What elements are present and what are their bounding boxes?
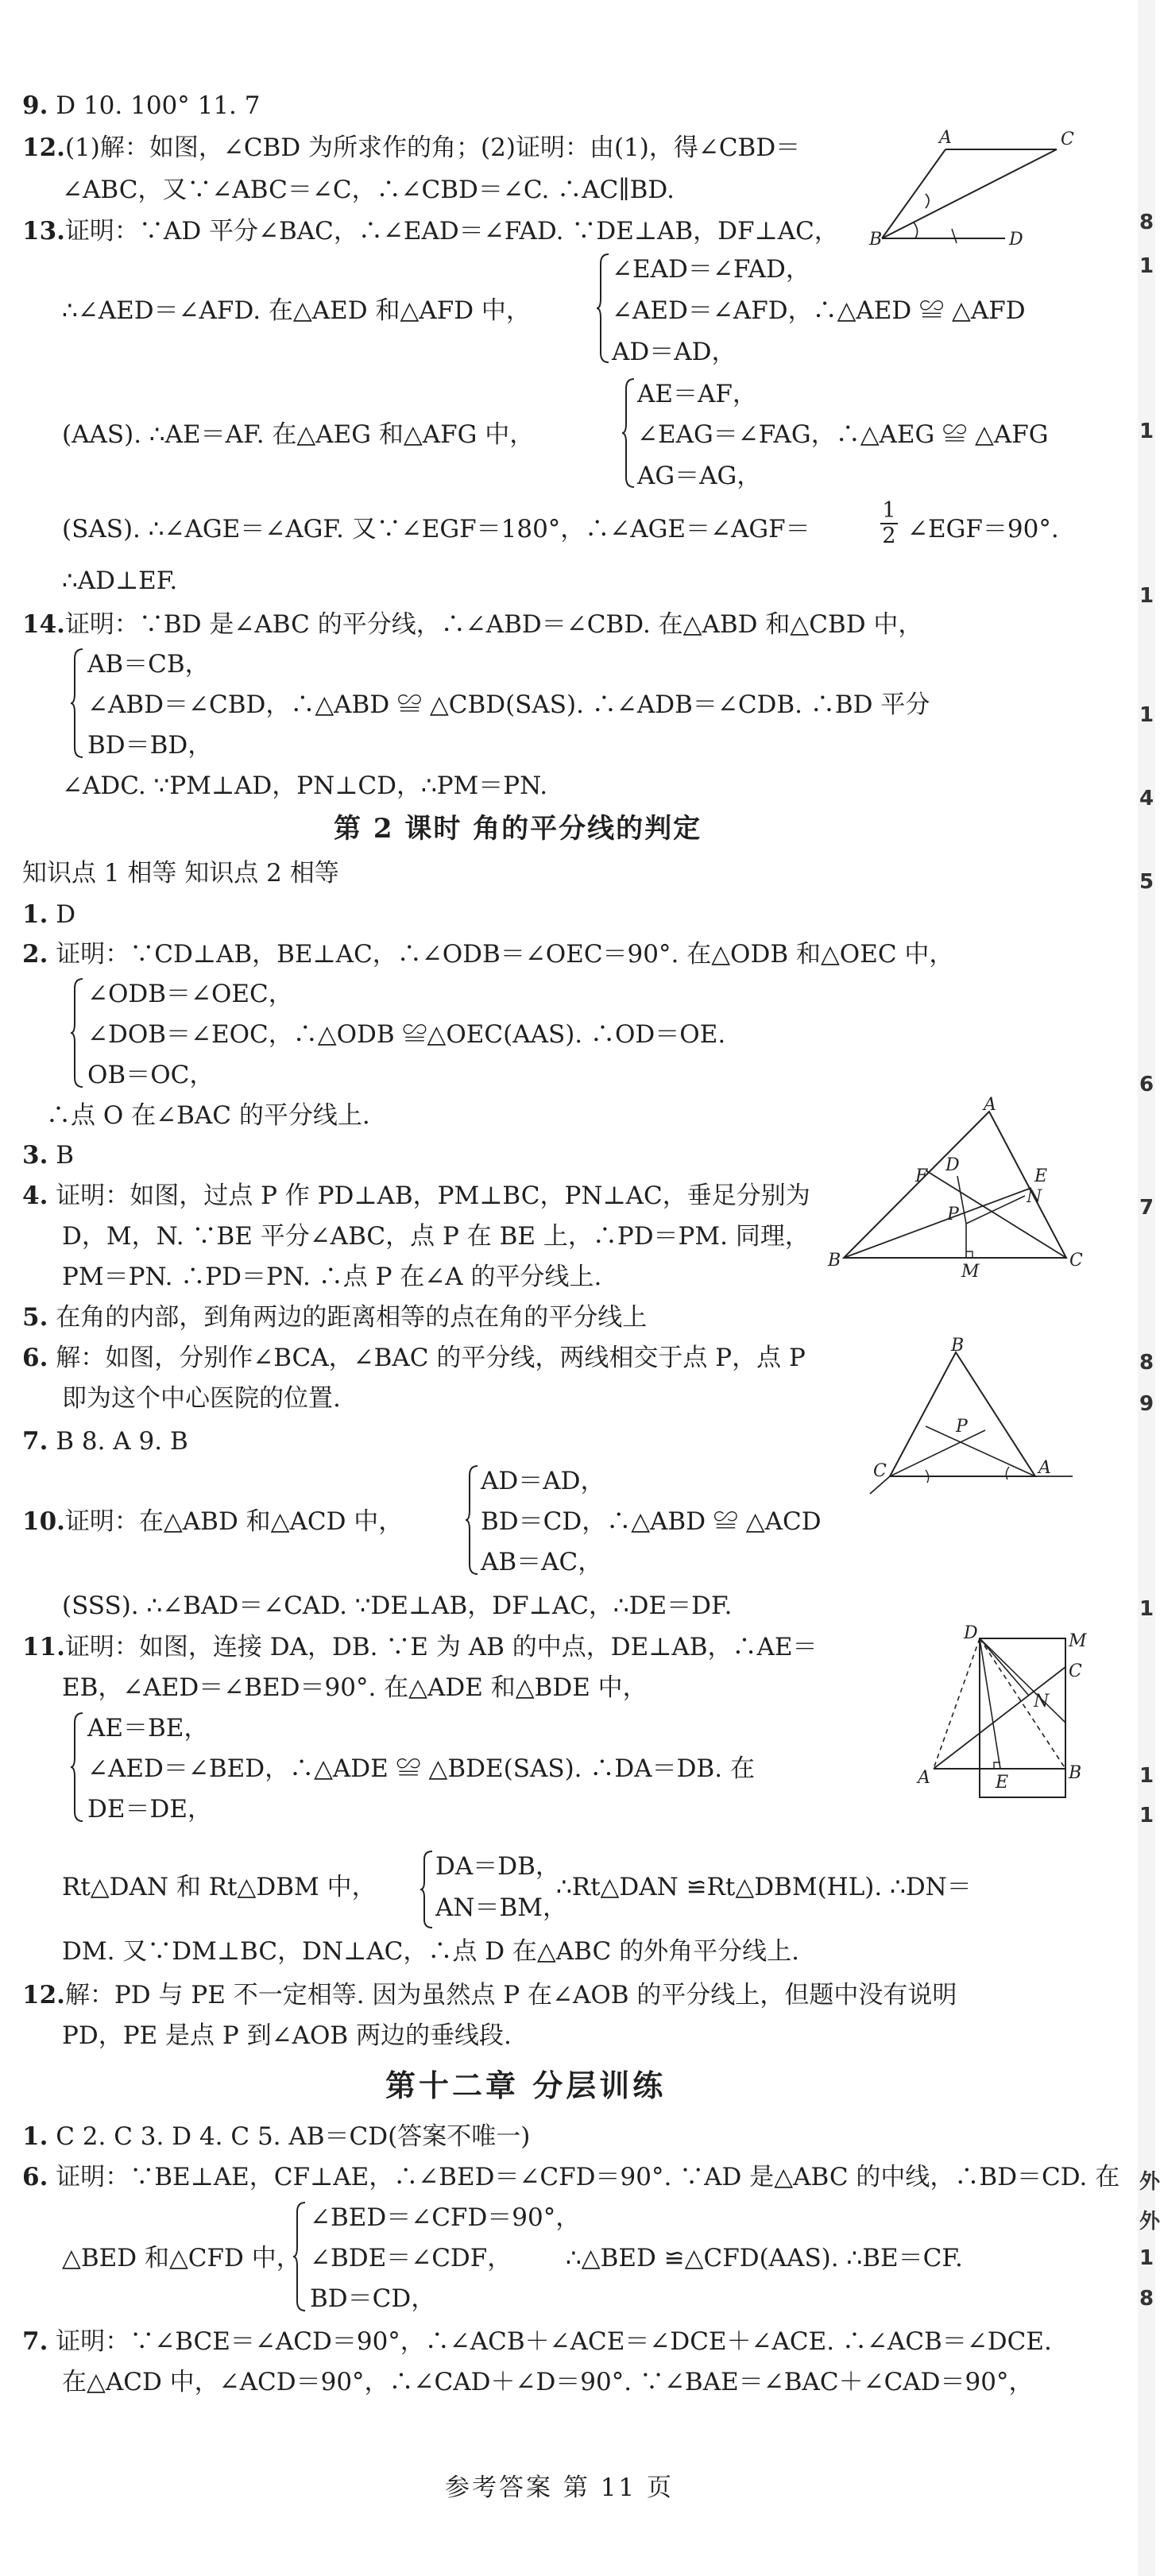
point-label: D	[945, 1155, 960, 1175]
answer-line: (SSS). ∴∠BAD＝∠CAD. ∵DE⊥AB，DF⊥AC，∴DE＝DF.	[62, 1592, 733, 1620]
answer-line: ∠ADC. ∵PM⊥AD，PN⊥CD，∴PM＝PN.	[62, 772, 548, 800]
answer-line: 6. 解：如图，分别作∠BCA，∠BAC 的平分线，两线相交于点 P，点 P	[22, 1344, 806, 1372]
answer-line: 5. 在角的内部，到角两边的距离相等的点在角的平分线上	[22, 1303, 648, 1332]
answer-line: 10.证明：在△ABD 和△ACD 中，	[22, 1507, 404, 1536]
answer-line: ∠BDE＝∠CDF，	[310, 2244, 512, 2272]
answer-line: PM＝PN. ∴PD＝PN. ∴点 P 在∠A 的平分线上.	[62, 1263, 602, 1291]
answer-line: 4. 证明：如图，过点 P 作 PD⊥AB，PM⊥BC，PN⊥AC，垂足分别为	[22, 1182, 810, 1210]
edge-glyph: 1	[1139, 1804, 1154, 1828]
answer-line: ∴Rt△DAN ≌Rt△DBM(HL). ∴DN＝	[556, 1873, 972, 1901]
point-label: C	[1069, 1251, 1083, 1271]
answer-line: ∴∠AED＝∠AFD. 在△AED 和△AFD 中，	[62, 296, 531, 325]
answer-line: ∠ABC，又∵∠ABC＝∠C，∴∠CBD＝∠C. ∴AC∥BD.	[62, 176, 675, 204]
answer-line: ∴点 O 在∠BAC 的平分线上.	[46, 1101, 370, 1130]
point-label: D	[964, 1623, 978, 1643]
point-label: M	[1069, 1631, 1087, 1651]
answer-line: ∠AED＝∠AFD，∴△AED ≌ △AFD	[612, 296, 1026, 325]
point-label: B	[828, 1251, 841, 1271]
answer-line: BD＝BD，	[87, 731, 213, 760]
point-label: P	[947, 1205, 959, 1224]
edge-glyph: 1	[1139, 2246, 1154, 2270]
answer-line: DA＝DB，	[435, 1852, 560, 1881]
fraction	[880, 499, 898, 548]
answer-line: 6. 证明：∵BE⊥AE，CF⊥AE，∴∠BED＝∠CFD＝90°. ∵AD 是△ABC 的中线，∴BD＝CD. 在	[22, 2163, 1120, 2191]
answer-line: 即为这个中心医院的位置.	[62, 1384, 341, 1413]
answer-line: D，M，N. ∵BE 平分∠ABC，点 P 在 BE 上，∴PD＝PM. 同理，	[62, 1222, 810, 1251]
answer-line: 9. D 10. 100° 11. 7	[22, 91, 261, 120]
answer-line: AD＝AD，	[481, 1467, 605, 1495]
answer-line: ∴△BED ≌△CFD(AAS). ∴BE＝CF.	[566, 2244, 963, 2272]
answer-line: 1. D	[22, 900, 76, 929]
answer-line: AE＝AF，	[637, 380, 757, 408]
point-label: B	[951, 1336, 965, 1356]
answer-line: DM. 又∵DM⊥BC，DN⊥AC，∴点 D 在△ABC 的外角平分线上.	[62, 1937, 799, 1966]
answer-line: EB，∠AED＝∠BED＝90°. 在△ADE 和△BDE 中，	[62, 1673, 648, 1702]
answer-line: 7. 证明：∵∠BCE＝∠ACD＝90°，∴∠ACB＋∠ACE＝∠DCE＋∠ACE. ∴∠ACB＝∠DCE.	[22, 2327, 1052, 2356]
answer-line: △BED 和△CFD 中，	[62, 2244, 301, 2272]
point-label: F	[915, 1166, 928, 1186]
fraction-denominator: 2	[882, 524, 896, 548]
edge-glyph: 外	[1139, 2170, 1160, 2194]
left-brace	[70, 977, 84, 1089]
answer-line: AG＝AG，	[637, 462, 762, 490]
edge-glyph: 8	[1139, 1351, 1154, 1375]
figure-parallel-lines	[866, 127, 1081, 249]
fraction-numerator: 1	[880, 499, 898, 524]
answer-line: 12.解：PD 与 PE 不一定相等. 因为虽然点 P 在∠AOB 的平分线上，但题中没有说明	[22, 1981, 957, 2009]
answer-line: ∴AD⊥EF.	[62, 567, 178, 595]
answer-line: 12.(1)解：如图，∠CBD 为所求作的角；(2)证明：由(1)，得∠CBD＝	[22, 133, 801, 162]
left-brace	[420, 1850, 434, 1929]
answer-line: 11.证明：如图，连接 DA，DB. ∵E 为 AB 的中点，DE⊥AB，∴AE＝	[22, 1633, 818, 1661]
point-label: A	[939, 128, 952, 148]
edge-glyph: 1	[1139, 254, 1154, 278]
answer-line: 7. B 8. A 9. B	[22, 1427, 188, 1456]
point-label: M	[961, 1262, 980, 1282]
edge-glyph: 外	[1139, 2210, 1160, 2234]
point-label: A	[918, 1768, 930, 1788]
left-brace	[621, 377, 636, 489]
edge-glyph: 8	[1139, 211, 1154, 234]
answer-line: 1. C 2. C 3. D 4. C 5. AB＝CD(答案不唯一)	[22, 2122, 531, 2151]
answer-line: 3. B	[22, 1141, 75, 1170]
answer-line: AD＝AD，	[612, 338, 737, 366]
adjacent-page-edge	[1138, 0, 1160, 2576]
edge-glyph: 1	[1139, 1764, 1154, 1788]
edge-glyph: 1	[1139, 584, 1154, 608]
point-label: C	[873, 1461, 887, 1481]
left-brace	[70, 1712, 84, 1823]
answer-line: ∠DOB＝∠EOC，∴△ODB ≌△OEC(AAS). ∴OD＝OE.	[87, 1020, 726, 1049]
answer-line: PD，PE 是点 P 到∠AOB 两边的垂线段.	[62, 2021, 512, 2050]
answer-line: 13.证明：∵AD 平分∠BAC，∴∠EAD＝∠FAD. ∵DE⊥AB，DF⊥AC，	[22, 217, 839, 246]
edge-glyph: 1	[1139, 703, 1154, 727]
left-brace	[70, 648, 84, 759]
point-label: D	[1009, 230, 1023, 249]
answer-line: BD＝CD，	[310, 2284, 436, 2313]
answer-line: AN＝BM，	[435, 1893, 568, 1922]
answer-line: ∠AED＝∠BED，∴△ADE ≌ △BDE(SAS). ∴DA＝DB. 在	[87, 1754, 755, 1783]
point-label: B	[869, 230, 883, 249]
point-label: C	[1069, 1661, 1082, 1681]
edge-glyph: 4	[1139, 787, 1154, 810]
answer-line: DE＝DE，	[87, 1795, 212, 1824]
answer-line: ∠EAD＝∠FAD，	[612, 255, 810, 284]
answer-line: AB＝CB，	[87, 650, 210, 679]
left-brace	[596, 253, 610, 364]
figure-triangle-bisectors	[826, 1095, 1083, 1283]
figure-external-bisector	[902, 1623, 1087, 1814]
answer-line: 在△ACD 中，∠ACD＝90°，∴∠CAD＋∠D＝90°. ∵∠BAE＝∠BAC＋∠CAD＝90°，	[62, 2368, 1034, 2396]
answer-line: BD＝CD，∴△ABD ≌ △ACD	[481, 1507, 822, 1536]
edge-glyph: 7	[1139, 1196, 1154, 1220]
answer-line: (AAS). ∴AE＝AF. 在△AEG 和△AFG 中，	[62, 420, 535, 449]
answer-line: 14.证明：∵BD 是∠ABC 的平分线，∴∠ABD＝∠CBD. 在△ABD 和△CBD 中，	[22, 610, 923, 639]
answer-line: ∠ABD＝∠CBD，∴△ABD ≌ △CBD(SAS). ∴∠ADB＝∠CDB. ∴BD 平分	[87, 690, 930, 719]
edge-glyph: 8	[1139, 2287, 1154, 2311]
point-label: N	[1027, 1187, 1042, 1207]
edge-glyph: 5	[1139, 870, 1154, 894]
point-label: E	[996, 1773, 1009, 1793]
answer-line: ∠ODB＝∠OEC，	[87, 980, 293, 1008]
answer-line: Rt△DAN 和 Rt△DBM 中，	[62, 1873, 377, 1901]
edge-glyph: 1	[1139, 1597, 1154, 1621]
answer-line: AE＝BE，	[87, 1714, 209, 1742]
answer-line: ∠EGF＝90°.	[907, 515, 1059, 543]
edge-glyph: 6	[1139, 1073, 1154, 1097]
point-label: N	[1034, 1692, 1050, 1712]
point-label: P	[956, 1417, 968, 1437]
figure-hospital-location	[862, 1336, 1077, 1502]
point-label: A	[984, 1095, 996, 1115]
answer-line: ∠EAG＝∠FAG，∴△AEG ≌ △AFG	[637, 420, 1049, 449]
answer-line: AB＝AC，	[481, 1548, 603, 1576]
answer-line: 2. 证明：∵CD⊥AB，BE⊥AC，∴∠ODB＝∠OEC＝90°. 在△ODB 和△OEC 中，	[22, 940, 954, 969]
edge-glyph: 9	[1139, 1392, 1154, 1416]
edge-glyph: 1	[1139, 420, 1154, 443]
answer-line: (SAS). ∴∠AGE＝∠AGF. 又∵∠EGF＝180°，∴∠AGE＝∠AGF＝	[62, 515, 810, 543]
left-brace	[465, 1464, 479, 1576]
answer-line: ∠BED＝∠CFD＝90°，	[310, 2203, 581, 2232]
point-label: E	[1034, 1166, 1048, 1186]
point-label: C	[1061, 130, 1074, 149]
point-label: A	[1038, 1458, 1051, 1478]
point-label: B	[1069, 1763, 1082, 1783]
page-footer: 参考答案 第 11 页	[445, 2474, 675, 2502]
section-heading: 第 2 课时 角的平分线的判定	[334, 813, 702, 845]
answer-line: OB＝OC，	[87, 1061, 215, 1089]
answer-line: 知识点 1 相等 知识点 2 相等	[22, 859, 339, 888]
chapter-heading: 第十二章 分层训练	[385, 2067, 667, 2103]
